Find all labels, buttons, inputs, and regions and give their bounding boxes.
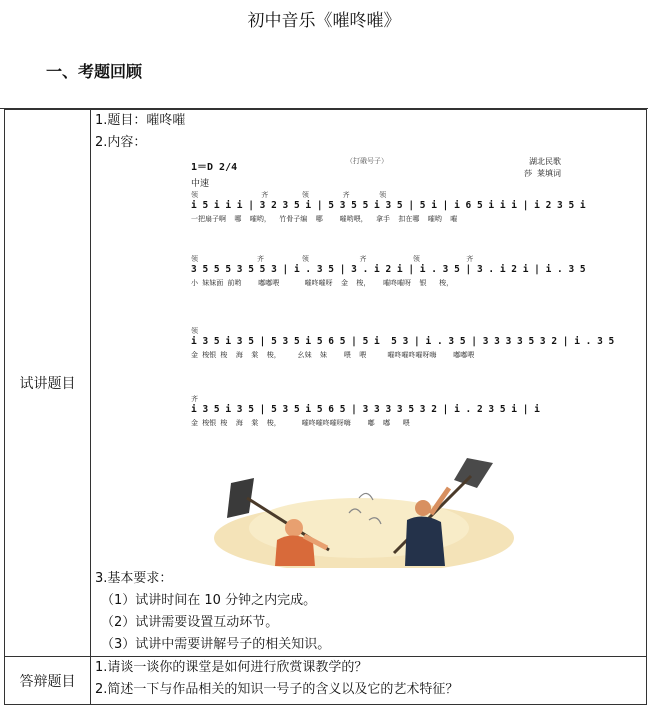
score-part-marks: 领 齐 领 齐 领 齐 xyxy=(191,255,474,263)
content-label: 2.内容： xyxy=(95,135,147,150)
score-subtitle: （打硪号子） xyxy=(346,157,388,165)
score-line xyxy=(191,254,586,288)
score-part-marks: 领 xyxy=(191,327,198,335)
score-part-marks: 齐 xyxy=(191,395,198,403)
score-credit-origin: 湖北民歌 xyxy=(529,157,561,166)
score-lyrics: 小 妹妹面 前哟 嘟嘟喂 嗺咚嗺呀 金 梭， 嗺咚嗺呀 银 梭， xyxy=(191,279,454,287)
defense-label: 答辩题目 xyxy=(5,657,91,705)
score-key: 1＝D 2/4 xyxy=(191,162,238,173)
defense-question-2: 2.简述一下与作品相关的知识一号子的含义以及它的艺术特征？ xyxy=(95,682,459,697)
requirement-item: （1）试讲时间在 10 分钟之内完成。 xyxy=(101,593,317,608)
trial-label: 试讲题目 xyxy=(5,110,91,657)
score-lyrics: 金 梭银 梭 海 棠 梭， 幺妹 妹 喂 喂 嗺咚嗺咚嗺呀嗨 嘟嘟喂 xyxy=(191,351,475,359)
requirement-item: （2）试讲需要设置互动环节。 xyxy=(101,615,279,630)
topic-line: 1.题目：嗺咚嗺 xyxy=(95,113,186,128)
score-lyrics: 一把扇子啊 哪 嗺哟， 竹骨子编 哪 嗺哟喂， 拿手 扣在哪 嗺哟 嗺 xyxy=(191,215,458,223)
score-credit xyxy=(524,156,561,180)
document-title: 初中音乐《嗺咚嗺》 xyxy=(247,11,401,31)
score-line xyxy=(191,394,561,428)
score-notes: i 3 5 i 3 5 | 5 3 5 i 5 6 5 | 3 3 3 3 5 3 2 | i . 2 3 5 i | i xyxy=(191,404,540,415)
music-score xyxy=(191,154,615,454)
section-heading: 一、考题回顾 xyxy=(46,62,143,81)
score-lyrics: 金 梭银 梭 海 棠 梭， 嗺咚嗺咚嗺呀嗨 嘟 嘟 喂 xyxy=(191,419,410,427)
score-part-marks: 领 齐 领 齐 领 xyxy=(191,191,387,199)
workers-illustration-svg xyxy=(209,458,519,568)
workers-illustration xyxy=(209,458,519,568)
requirement-item: （3）试讲中需要讲解号子的相关知识。 xyxy=(101,637,331,652)
defense-content-cell xyxy=(91,657,647,705)
score-notes: i 5 i i i | 3 2 3 5 i | 5 3 5 5 i 3 5 | 5 i | i 6 5 i i i | i 2 3 5 i xyxy=(191,200,586,211)
trial-row xyxy=(5,110,647,657)
score-notes: i 3 5 i 3 5 | 5 3 5 i 5 6 5 | 5 i 5 3 | i . 3 5 | 3 3 3 3 5 3 2 | i . 3 5 xyxy=(191,336,615,347)
requirements-label: 3.基本要求： xyxy=(95,571,173,586)
score-tempo: 中速 xyxy=(191,179,210,189)
defense-row xyxy=(5,657,647,705)
score-line xyxy=(191,326,615,360)
score-credit-lyricist: 莎 莱填词 xyxy=(524,169,561,178)
trial-content-cell xyxy=(91,110,647,657)
exam-table xyxy=(4,109,647,705)
score-notes: 3 5 5 5 3 5 5 3 | i . 3 5 | 3 . i 2 i | i . 3 5 | 3 . i 2 i | i . 3 5 xyxy=(191,264,586,275)
defense-question-1: 1.请谈一谈你的课堂是如何进行欣赏课教学的？ xyxy=(95,660,368,675)
score-line xyxy=(191,190,586,224)
